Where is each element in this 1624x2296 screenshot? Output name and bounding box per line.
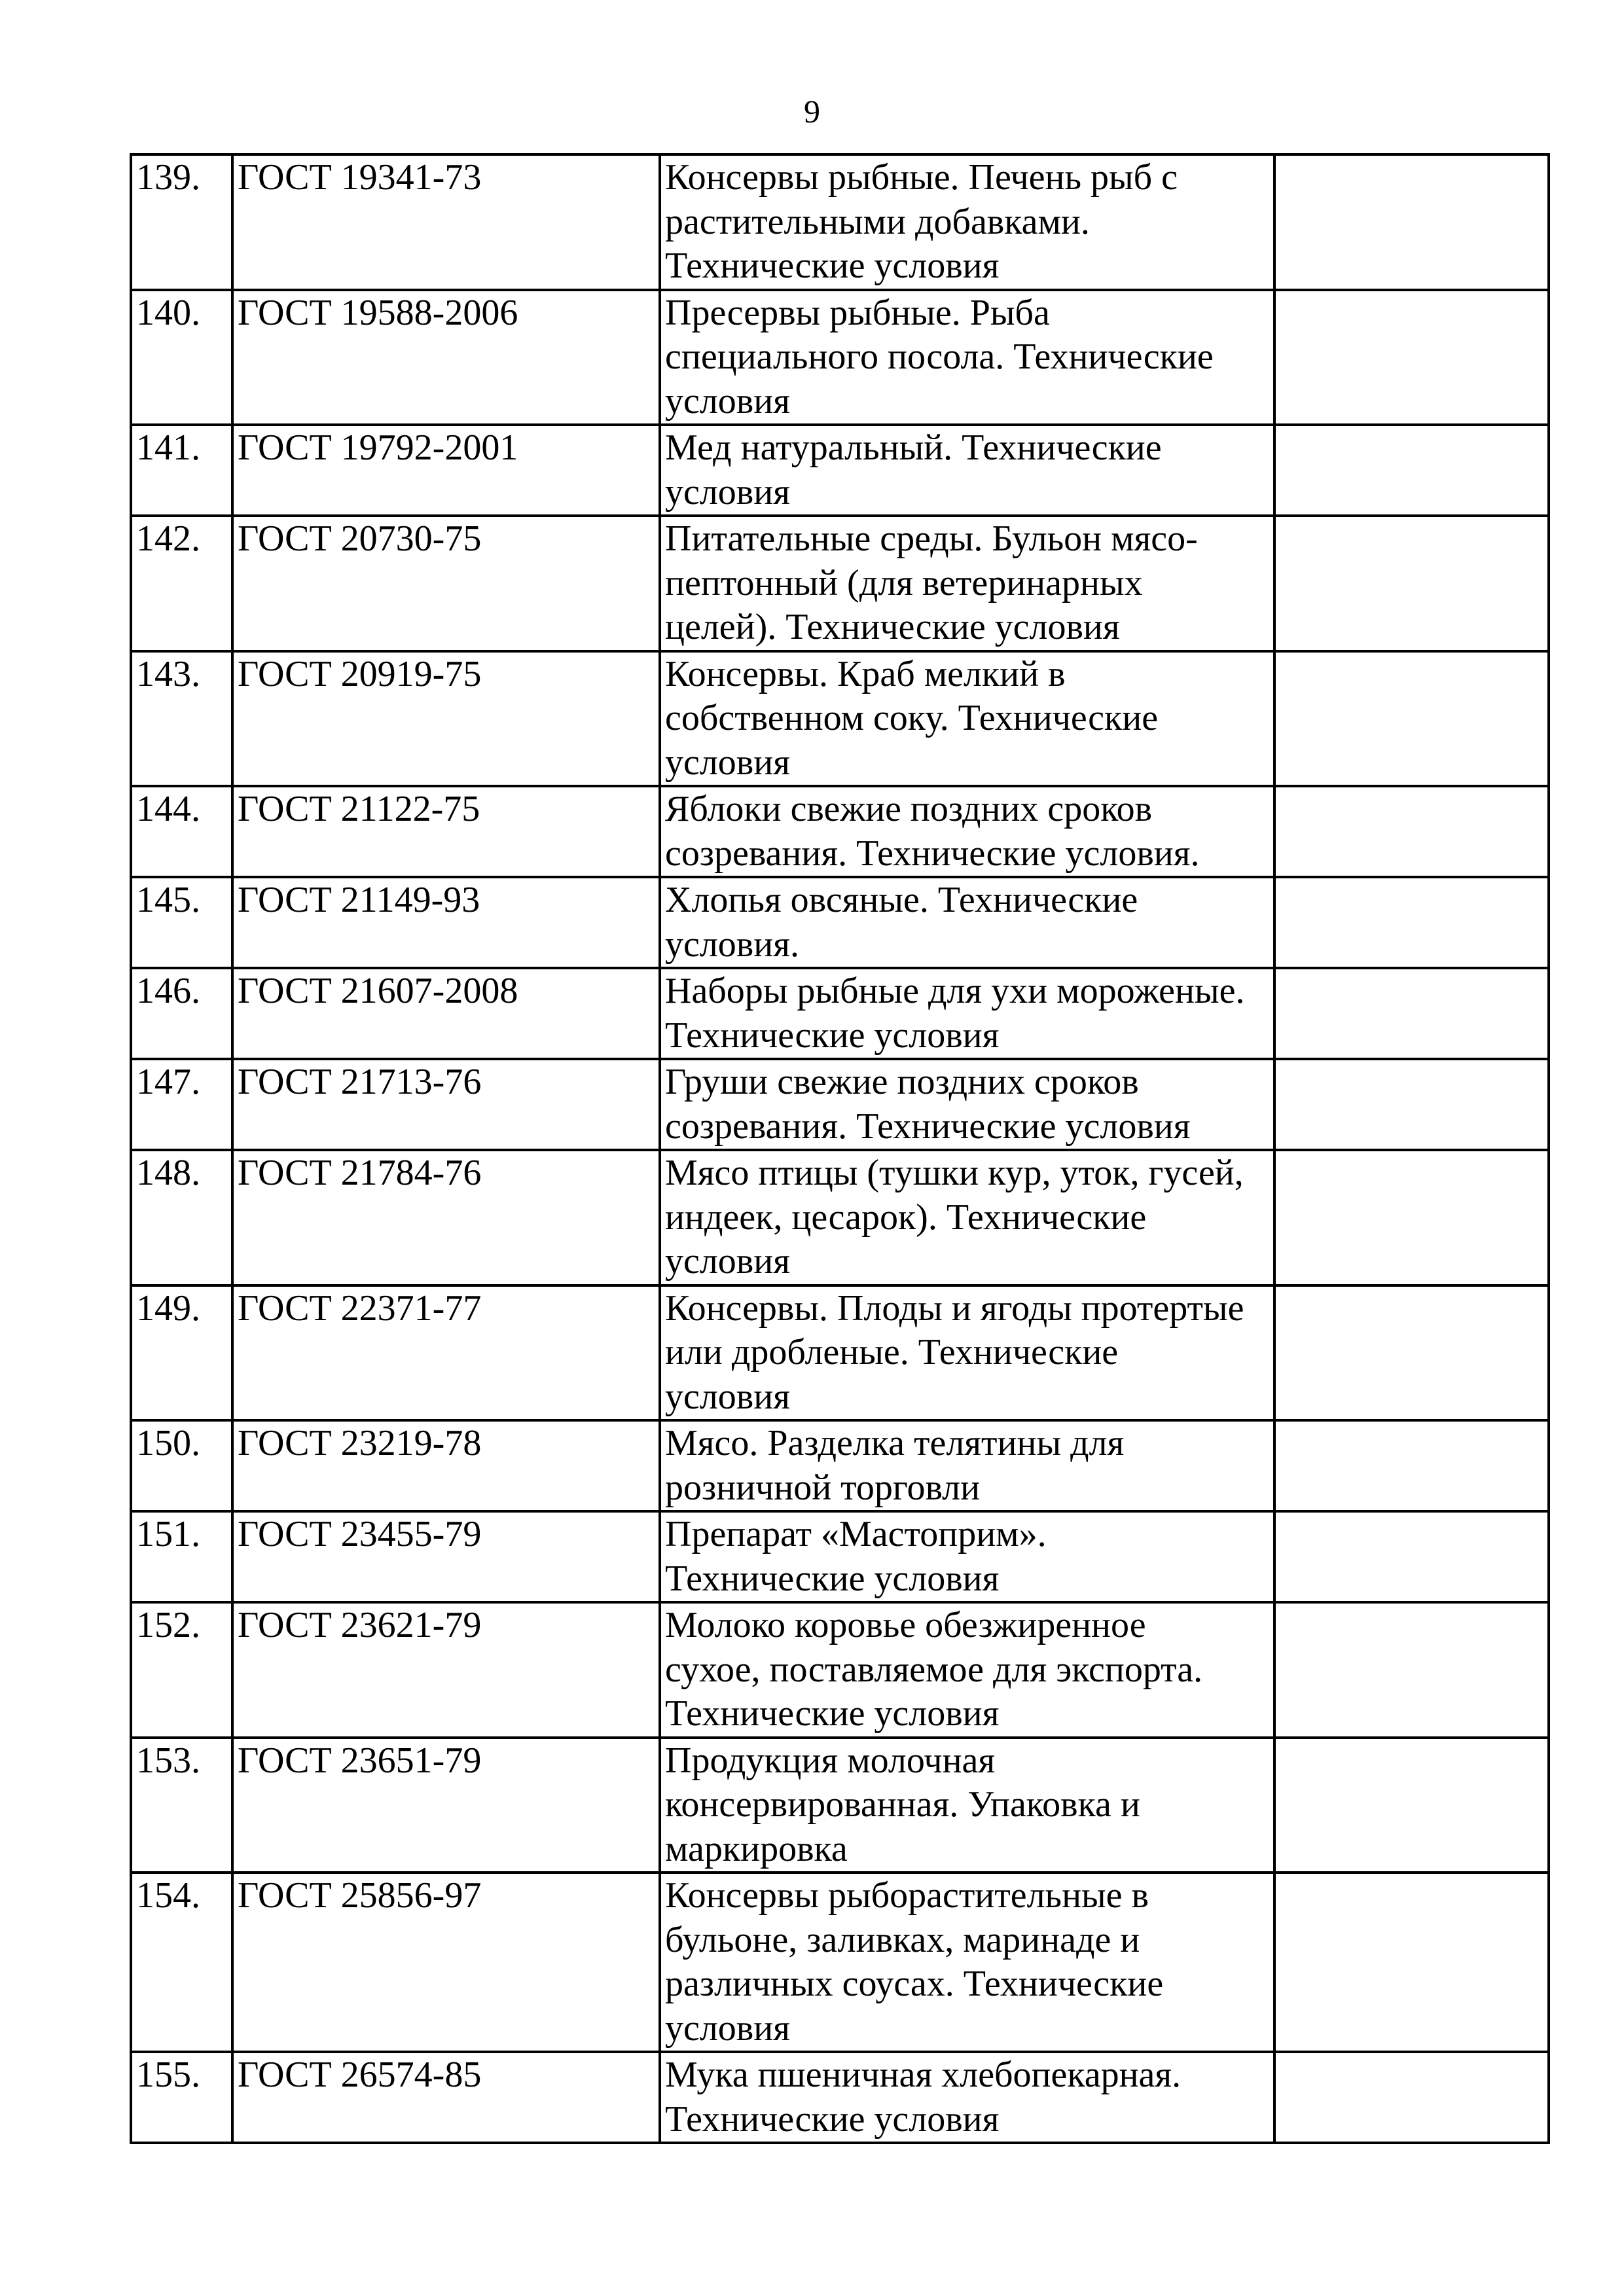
standard-title-cell: [660, 968, 1274, 1059]
row-number-cell: 139.: [131, 154, 232, 290]
standard-title-cell: [660, 516, 1274, 651]
standard-code-cell: ГОСТ 20730-75: [232, 516, 660, 651]
table-row: [131, 1602, 1549, 1738]
standard-title-cell: [660, 1873, 1274, 2052]
empty-notes-cell: [1274, 290, 1549, 425]
standard-title-line: Мука пшеничная хлебопекарная.: [665, 2054, 1182, 2095]
standard-code-cell: ГОСТ 21784-76: [232, 1150, 660, 1285]
empty-notes-cell: [1274, 1059, 1549, 1150]
standard-title-line: растительными добавками.: [665, 201, 1090, 242]
standard-title-line: условия.: [665, 924, 799, 965]
standard-title-line: условия: [665, 2007, 790, 2049]
standard-title-cell: [660, 290, 1274, 425]
row-number-cell: 148.: [131, 1150, 232, 1285]
table-row: [131, 1873, 1549, 2052]
standard-title-cell: [660, 1602, 1274, 1738]
standard-title-line: условия: [665, 1376, 790, 1417]
standard-title-line: созревания. Технические условия: [665, 1105, 1191, 1147]
standard-code-cell: ГОСТ 22371-77: [232, 1285, 660, 1421]
row-number-cell: 150.: [131, 1420, 232, 1511]
standard-title-line: Консервы. Краб мелкий в: [665, 653, 1066, 694]
empty-notes-cell: [1274, 968, 1549, 1059]
empty-notes-cell: [1274, 651, 1549, 787]
table-row: [131, 2052, 1549, 2143]
standard-title-line: собственном соку. Технические: [665, 698, 1159, 738]
standard-code-cell: ГОСТ 21149-93: [232, 877, 660, 968]
standard-title-cell: [660, 1511, 1274, 1602]
standard-title-cell: [660, 2052, 1274, 2143]
row-number-cell: 142.: [131, 516, 232, 651]
standard-code-cell: ГОСТ 21713-76: [232, 1059, 660, 1150]
standard-title-line: бульоне, заливках, маринаде и: [665, 1919, 1140, 1960]
row-number-cell: 153.: [131, 1738, 232, 1873]
table-row: [131, 968, 1549, 1059]
standard-title-line: Мед натуральный. Технические: [665, 427, 1162, 468]
table-row: [131, 1511, 1549, 1602]
standard-title-line: Молоко коровье обезжиренное: [665, 1605, 1146, 1645]
row-number-cell: 145.: [131, 877, 232, 968]
standard-title-cell: [660, 1059, 1274, 1150]
standard-title-cell: [660, 154, 1274, 290]
standard-code-cell: ГОСТ 19588-2006: [232, 290, 660, 425]
standard-title-line: условия: [665, 1241, 790, 1282]
row-number-cell: 155.: [131, 2052, 232, 2143]
standard-title-line: индеек, цесарок). Технические: [665, 1196, 1147, 1238]
row-number-cell: 149.: [131, 1285, 232, 1421]
standard-title-line: Продукция молочная: [665, 1740, 996, 1781]
empty-notes-cell: [1274, 1602, 1549, 1738]
standard-code-cell: ГОСТ 23651-79: [232, 1738, 660, 1873]
row-number-cell: 143.: [131, 651, 232, 787]
standard-title-line: Яблоки свежие поздних сроков: [665, 789, 1153, 829]
row-number-cell: 146.: [131, 968, 232, 1059]
standard-title-line: Мясо птицы (тушки кур, уток, гусей,: [665, 1153, 1244, 1193]
standard-title-cell: [660, 1738, 1274, 1873]
empty-notes-cell: [1274, 877, 1549, 968]
standard-code-cell: ГОСТ 21607-2008: [232, 968, 660, 1059]
standard-title-cell: [660, 877, 1274, 968]
empty-notes-cell: [1274, 1420, 1549, 1511]
standard-title-line: условия: [665, 380, 790, 422]
row-number-cell: 147.: [131, 1059, 232, 1150]
standard-title-line: или дробленые. Технические: [665, 1332, 1119, 1372]
standard-title-line: Пресервы рыбные. Рыба: [665, 292, 1050, 333]
empty-notes-cell: [1274, 2052, 1549, 2143]
standard-title-line: Технические условия: [665, 245, 1000, 286]
standard-title-line: маркировка: [665, 1828, 848, 1869]
table-row: [131, 1420, 1549, 1511]
row-number-cell: 140.: [131, 290, 232, 425]
standard-title-line: условия: [665, 471, 790, 512]
table-row: [131, 1059, 1549, 1150]
standard-title-line: Груши свежие поздних сроков: [665, 1062, 1139, 1102]
standard-title-line: Технические условия: [665, 1693, 1000, 1734]
gost-standards-table: [130, 153, 1550, 2144]
empty-notes-cell: [1274, 1285, 1549, 1421]
table-row: [131, 877, 1549, 968]
standard-title-line: Питательные среды. Бульон мясо-: [665, 518, 1198, 559]
standard-code-cell: ГОСТ 25856-97: [232, 1873, 660, 2052]
table-row: [131, 786, 1549, 877]
standard-title-cell: [660, 1285, 1274, 1421]
row-number-cell: 154.: [131, 1873, 232, 2052]
empty-notes-cell: [1274, 1873, 1549, 2052]
table-row: [131, 1150, 1549, 1285]
standard-title-line: Технические условия: [665, 1558, 1000, 1599]
standard-code-cell: ГОСТ 23621-79: [232, 1602, 660, 1738]
standard-code-cell: ГОСТ 19341-73: [232, 154, 660, 290]
standard-title-line: специального посола. Технические: [665, 336, 1214, 377]
page-number: 9: [804, 93, 820, 130]
standard-title-cell: [660, 651, 1274, 787]
empty-notes-cell: [1274, 1150, 1549, 1285]
standard-title-line: Консервы рыбные. Печень рыб с: [665, 157, 1178, 198]
empty-notes-cell: [1274, 425, 1549, 516]
standard-title-line: розничной торговли: [665, 1467, 981, 1508]
empty-notes-cell: [1274, 1511, 1549, 1602]
table-row: [131, 425, 1549, 516]
standard-code-cell: ГОСТ 23219-78: [232, 1420, 660, 1511]
standard-code-cell: ГОСТ 23455-79: [232, 1511, 660, 1602]
empty-notes-cell: [1274, 154, 1549, 290]
standard-title-line: консервированная. Упаковка и: [665, 1784, 1140, 1825]
row-number-cell: 144.: [131, 786, 232, 877]
table-body: [131, 154, 1549, 2143]
table-row: [131, 154, 1549, 290]
table-row: [131, 1285, 1549, 1421]
standard-title-cell: [660, 786, 1274, 877]
standard-code-cell: ГОСТ 21122-75: [232, 786, 660, 877]
row-number-cell: 152.: [131, 1602, 232, 1738]
table-row: [131, 516, 1549, 651]
standard-title-line: Технические условия: [665, 1014, 1000, 1056]
standard-title-line: сухое, поставляемое для экспорта.: [665, 1649, 1203, 1690]
standard-title-line: Хлопья овсяные. Технические: [665, 880, 1138, 920]
row-number-cell: 141.: [131, 425, 232, 516]
empty-notes-cell: [1274, 1738, 1549, 1873]
standard-title-line: Консервы. Плоды и ягоды протертые: [665, 1287, 1244, 1329]
table-row: [131, 1738, 1549, 1873]
row-number-cell: 151.: [131, 1511, 232, 1602]
standard-title-line: различных соусах. Технические: [665, 1964, 1164, 2004]
standard-code-cell: ГОСТ 19792-2001: [232, 425, 660, 516]
standard-title-line: пептонный (для ветеринарных: [665, 562, 1143, 603]
standard-title-line: Наборы рыбные для ухи мороженые.: [665, 971, 1245, 1011]
standard-title-line: условия: [665, 742, 790, 783]
table-row: [131, 651, 1549, 787]
standard-title-cell: [660, 425, 1274, 516]
standard-code-cell: ГОСТ 20919-75: [232, 651, 660, 787]
standard-title-line: созревания. Технические условия.: [665, 833, 1200, 874]
standard-code-cell: ГОСТ 26574-85: [232, 2052, 660, 2143]
standard-title-line: Консервы рыборастительные в: [665, 1875, 1149, 1916]
standard-title-line: Мясо. Разделка телятины для: [665, 1423, 1125, 1463]
standard-title-line: Технические условия: [665, 2098, 1000, 2140]
standard-title-line: целей). Технические условия: [665, 607, 1120, 647]
table-row: [131, 290, 1549, 425]
empty-notes-cell: [1274, 786, 1549, 877]
standard-title-cell: [660, 1150, 1274, 1285]
standard-title-cell: [660, 1420, 1274, 1511]
standard-title-line: Препарат «Мастоприм».: [665, 1514, 1047, 1554]
empty-notes-cell: [1274, 516, 1549, 651]
